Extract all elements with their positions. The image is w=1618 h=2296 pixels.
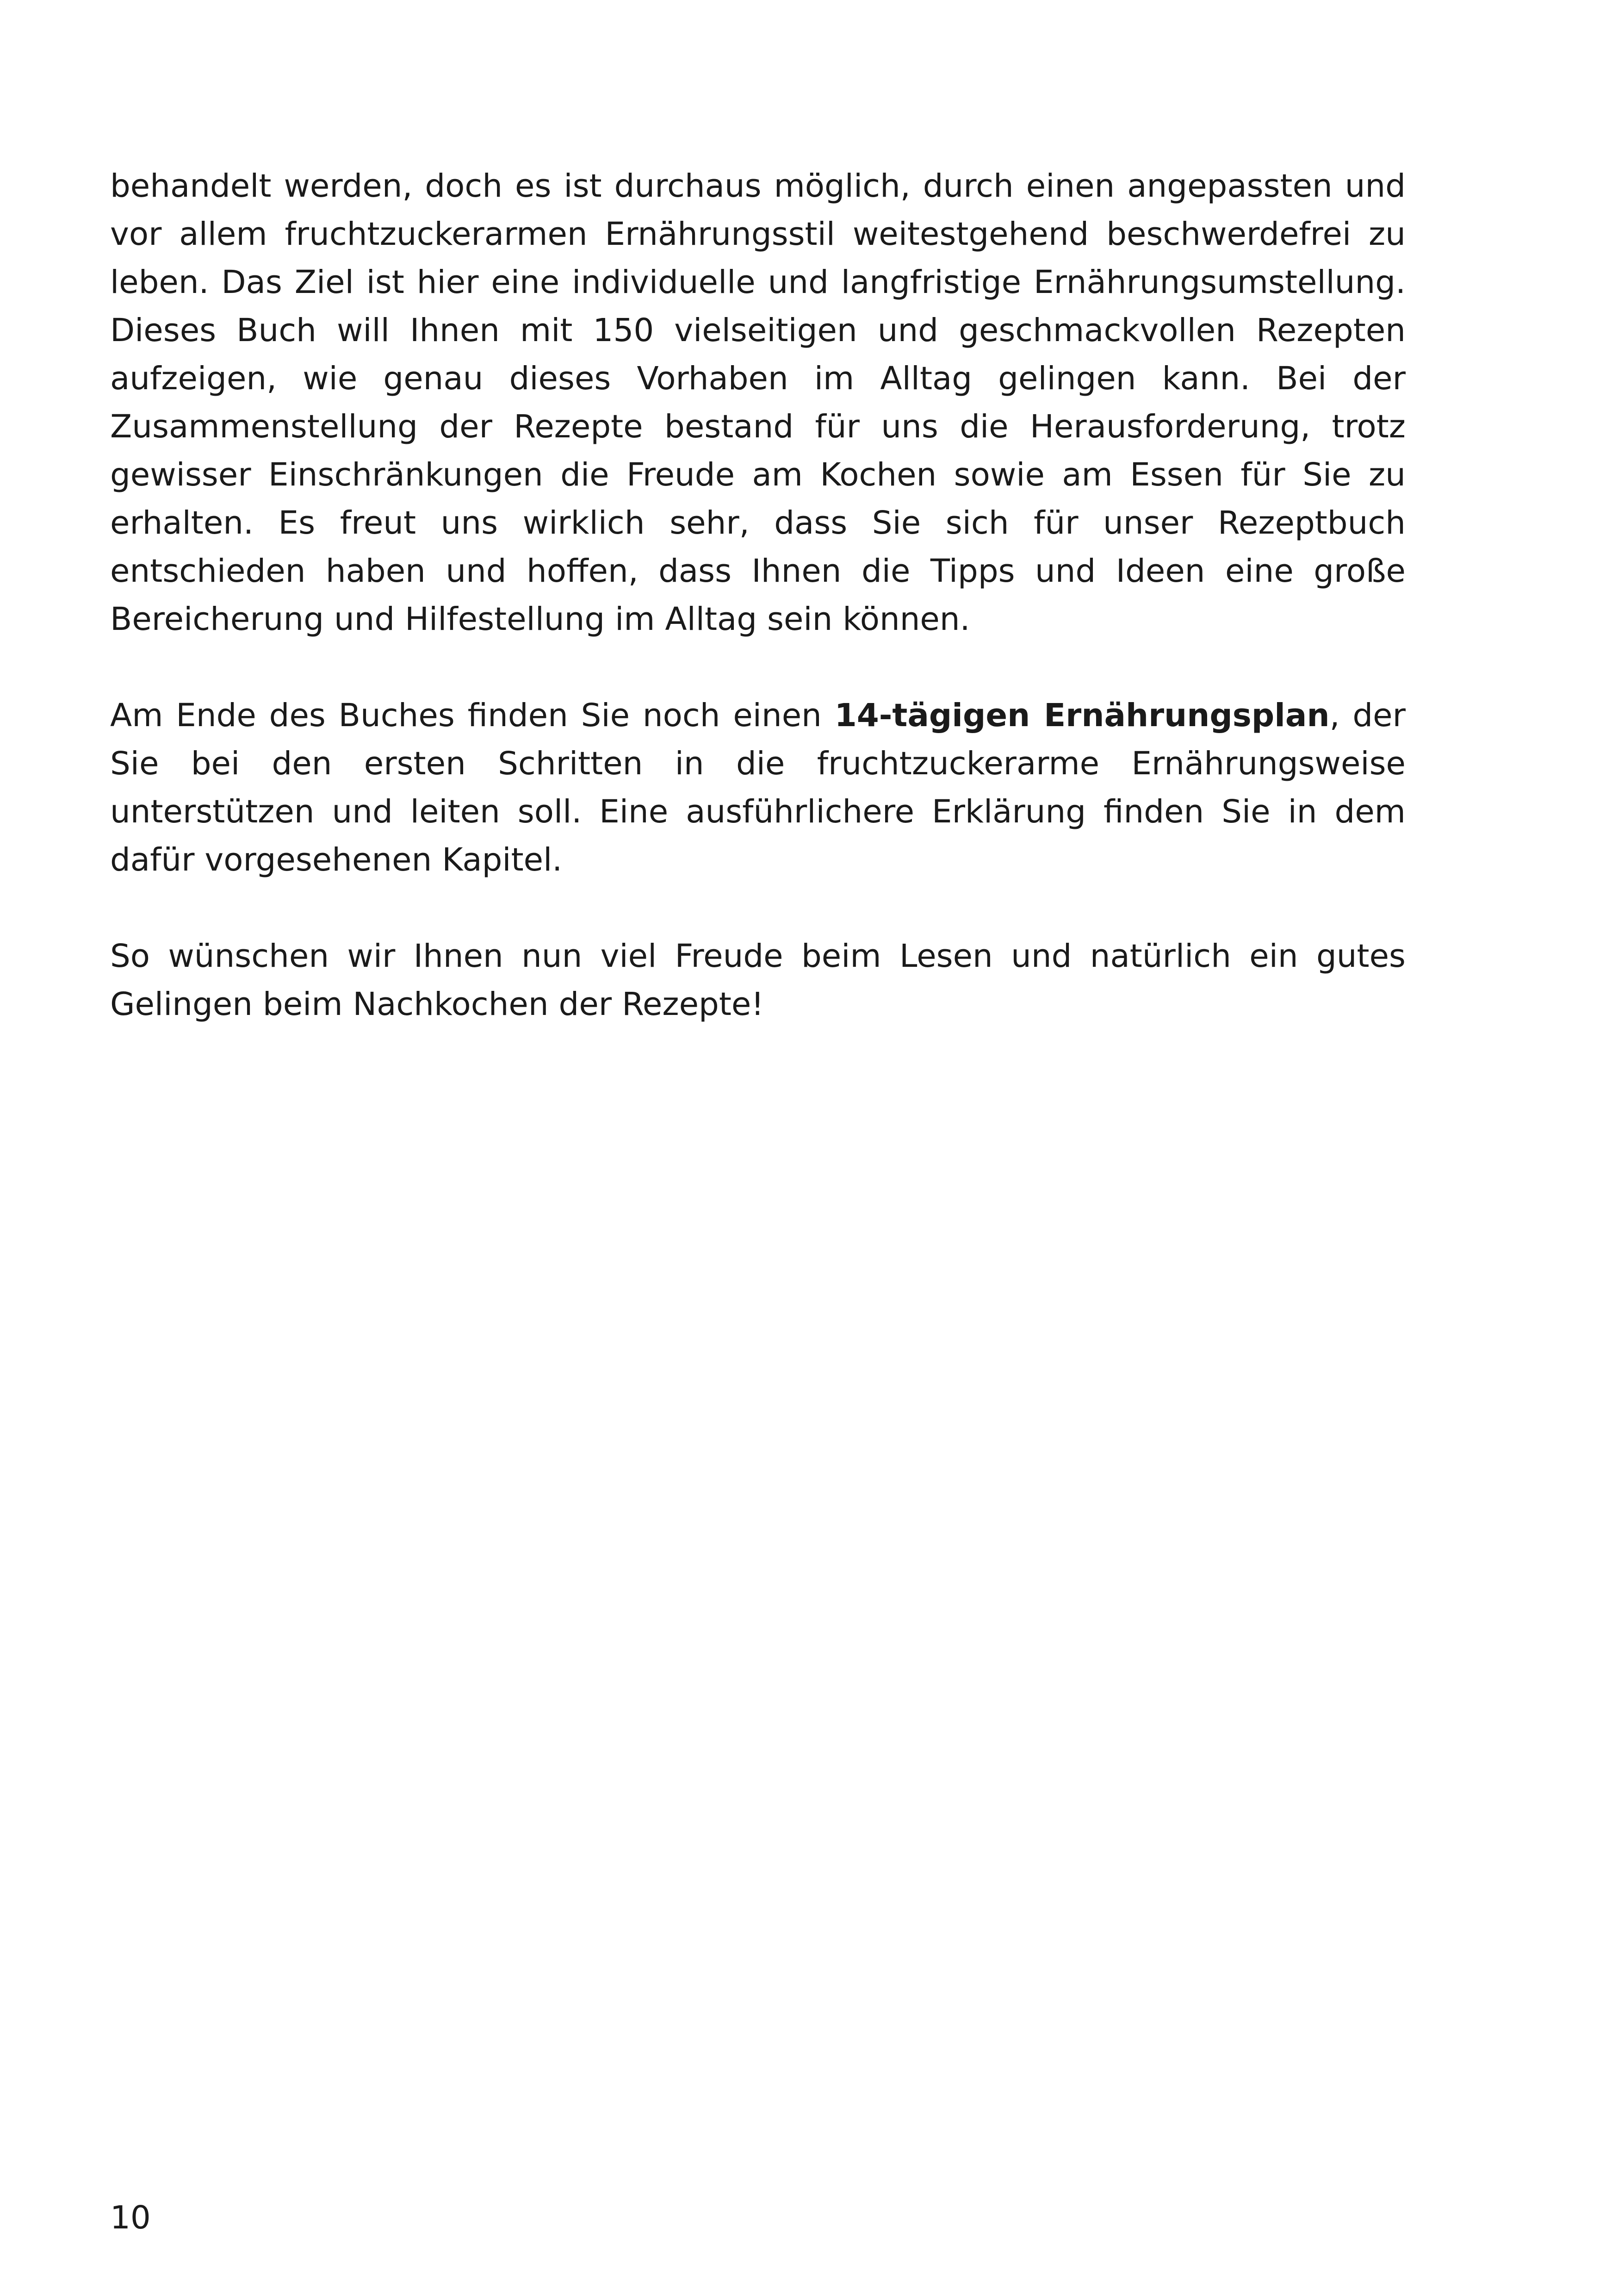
paragraph-intro-continued: behandelt werden, doch es ist durchaus möglich, durch einen angepassten und vor allem fruchtzuckerarmen Ernährungsstil weitestgehend beschwerdefrei zu leben. Das Ziel ist hier eine individuelle und langfristige Ernährungsumstellung. Dieses Buch will Ihnen mit 150 vielseitigen und geschmackvollen Rezepten aufzeigen, wie genau dieses Vorhaben im Alltag gelingen kann. Bei der Zusammenstellung der Rezepte bestand für uns die Herausforderung, trotz gewisser Einschränkungen die Freude am Kochen sowie am Essen für Sie zu erhalten. Es freut uns wirklich sehr, dass Sie sich für unser Rezeptbuch entschieden haben und hoffen, dass Ihnen die Tipps und Ideen eine große Bereicherung und Hilfestellung im Alltag sein können. — [110, 168, 1406, 638]
body-text — [110, 162, 1406, 1028]
paragraph-meal-plan-before: Am Ende des Buches finden Sie noch einen — [110, 697, 835, 734]
page-number: 10 — [110, 2199, 151, 2236]
meal-plan-highlight: 14-tägigen Ernährungsplan — [834, 697, 1330, 734]
paragraph-closing-wish: So wünschen wir Ihnen nun viel Freude beim Lesen und natürlich ein gutes Gelingen beim Nachkochen der Rezepte! — [110, 938, 1406, 1023]
paragraph-meal-plan-after: , der Sie bei den ersten Schritten in die fruchtzuckerarme Ernährungsweise unterstützen und leiten soll. Eine ausführlichere Erklärung finden Sie in dem dafür vorgesehenen Kapitel. — [110, 697, 1406, 878]
paragraph-meal-plan — [110, 691, 1406, 884]
